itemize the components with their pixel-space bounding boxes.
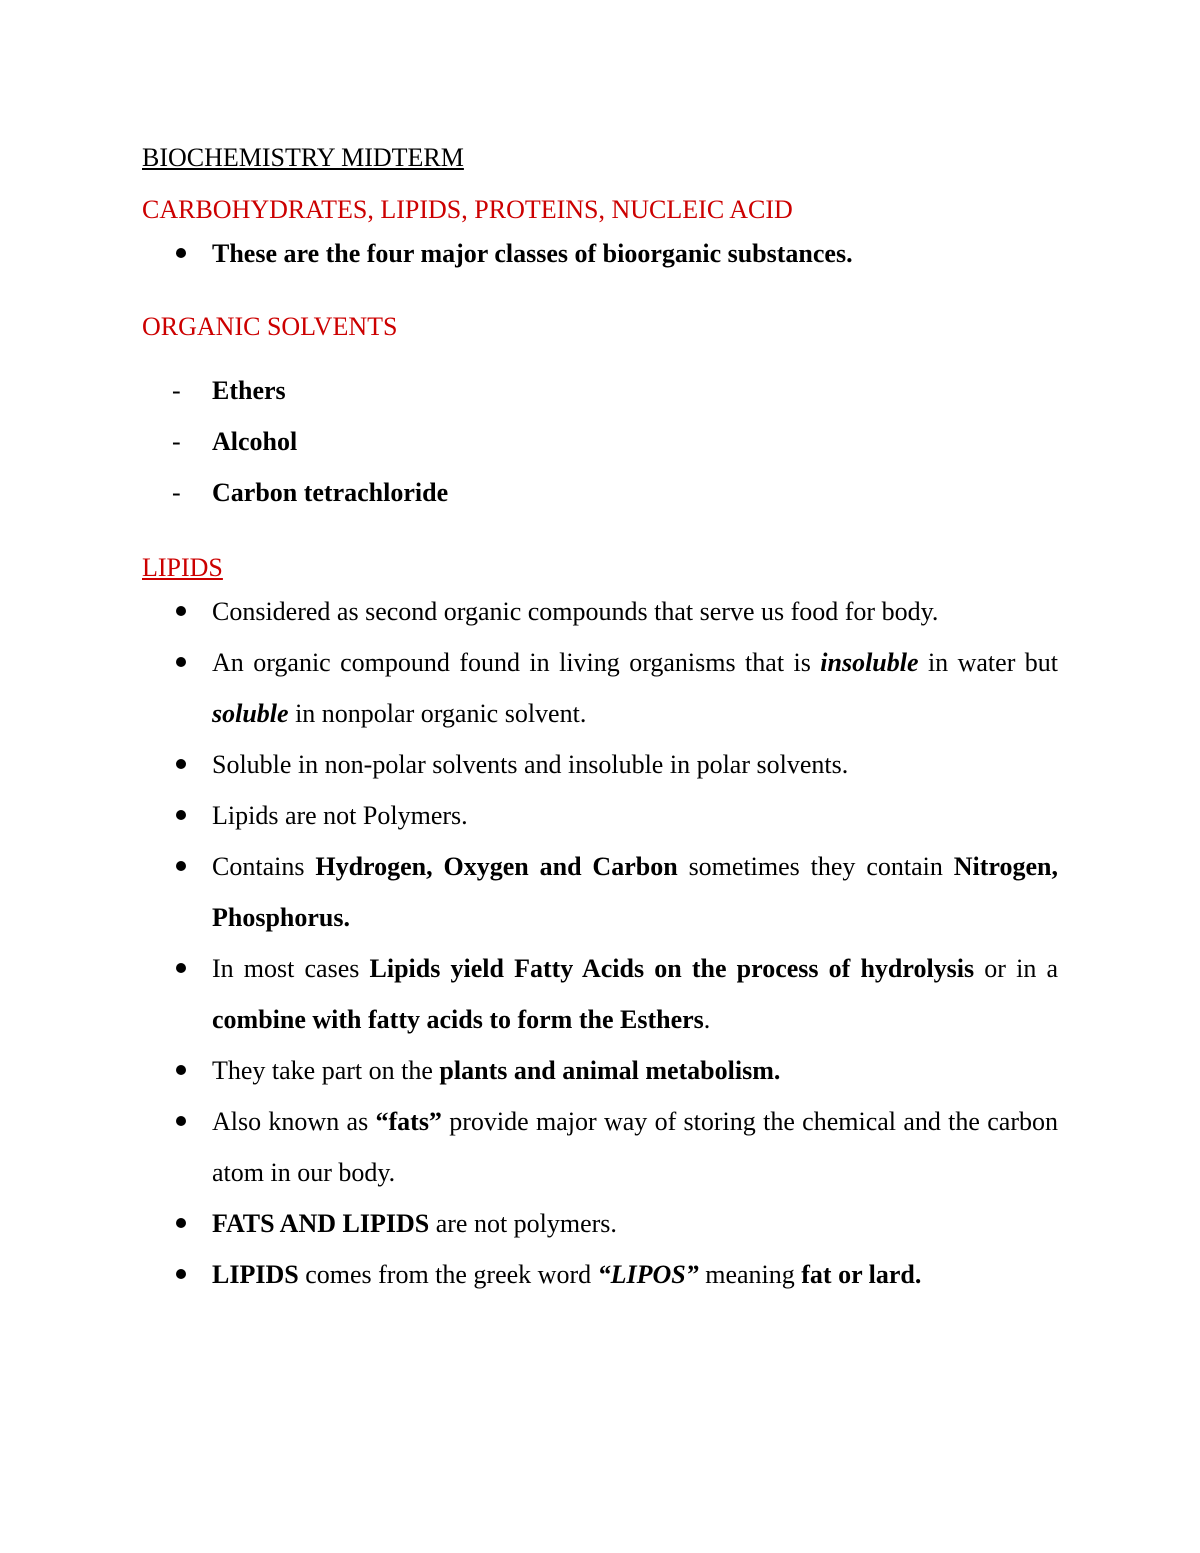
bullet-text: Soluble in non-polar solvents and insoluble in polar solvents. — [212, 750, 849, 779]
list-item — [142, 943, 1058, 1045]
bullet-text: are not polymers. — [429, 1209, 617, 1238]
bold-text: LIPIDS — [212, 1260, 299, 1289]
bullet-icon — [176, 1218, 186, 1228]
list-item — [142, 228, 1058, 279]
bullet-text: An organic compound found in living organisms that is — [212, 648, 821, 677]
bullet-text: . — [703, 1005, 711, 1034]
solvent-item: Alcohol — [212, 427, 298, 456]
bullet-icon — [176, 1116, 186, 1126]
solvent-item: Ethers — [212, 376, 286, 405]
solvents-list — [142, 365, 1058, 518]
bold-text: fat or lard. — [801, 1260, 922, 1289]
list-item — [142, 416, 1058, 467]
list-item — [142, 1249, 1058, 1300]
list-item — [142, 739, 1058, 790]
bullet-text: Contains — [212, 852, 316, 881]
list-item — [142, 790, 1058, 841]
bullet-text: provide major way of storing the chemical and the carbon atom in our body. — [212, 1107, 1058, 1187]
bullet-text: comes from the greek word — [298, 1260, 598, 1289]
bold-text: Nitrogen, Phosphorus. — [212, 852, 1058, 932]
bullet-text: They take part on the — [212, 1056, 440, 1085]
heading-lipids: LIPIDS — [142, 553, 223, 582]
bullet-icon — [176, 861, 186, 871]
bullet-icon — [176, 248, 186, 258]
list-item — [142, 1096, 1058, 1198]
bullet-text: in water but — [918, 648, 1059, 677]
dash-icon: - — [172, 376, 181, 405]
list-item — [142, 586, 1058, 637]
bullet-icon — [176, 759, 186, 769]
bullet-text: Also known as — [212, 1107, 376, 1136]
bold-text: Lipids yield Fatty Acids on the process of hydrolysis — [369, 954, 975, 983]
dash-icon: - — [172, 427, 181, 456]
bold-text: plants and animal metabolism. — [439, 1056, 781, 1085]
bullet-icon — [176, 963, 186, 973]
solvent-item: Carbon tetrachloride — [212, 478, 449, 507]
emphasis-text: soluble — [212, 699, 289, 728]
bullet-icon — [176, 810, 186, 820]
bullet-text: in nonpolar organic solvent. — [288, 699, 587, 728]
list-item — [142, 467, 1058, 518]
document-page — [142, 140, 1058, 1300]
bullet-text: Considered as second organic compounds that serve us food for body. — [212, 597, 939, 626]
heading-organic-solvents: ORGANIC SOLVENTS — [142, 312, 398, 341]
dash-icon: - — [172, 478, 181, 507]
list-item — [142, 365, 1058, 416]
heading-major-classes: CARBOHYDRATES, LIPIDS, PROTEINS, NUCLEIC ACID — [142, 195, 793, 224]
bullet-text: meaning — [698, 1260, 802, 1289]
bullet-icon — [176, 657, 186, 667]
list-item — [142, 1045, 1058, 1096]
list-item — [142, 637, 1058, 739]
list-item — [142, 841, 1058, 943]
lipids-list — [142, 586, 1058, 1300]
bold-text: FATS AND LIPIDS — [212, 1209, 430, 1238]
bullet-text: sometimes they contain — [677, 852, 954, 881]
bold-text: combine with fatty acids to form the Esthers — [212, 1005, 704, 1034]
bullet-icon — [176, 606, 186, 616]
list-item — [142, 1198, 1058, 1249]
bullet-icon — [176, 1065, 186, 1075]
bullet-text: or in a — [974, 954, 1058, 983]
bold-text: “fats” — [375, 1107, 442, 1136]
emphasis-text: insoluble — [820, 648, 919, 677]
bullet-text: In most cases — [212, 954, 370, 983]
emphasis-text: “LIPOS” — [597, 1260, 699, 1289]
major-classes-list — [142, 228, 1058, 279]
bullet-icon — [176, 1269, 186, 1279]
bold-text: Hydrogen, Oxygen and Carbon — [315, 852, 678, 881]
bullet-text: These are the four major classes of bioorganic substances. — [212, 239, 853, 268]
bullet-text: Lipids are not Polymers. — [212, 801, 468, 830]
document-title: BIOCHEMISTRY MIDTERM — [142, 143, 464, 172]
